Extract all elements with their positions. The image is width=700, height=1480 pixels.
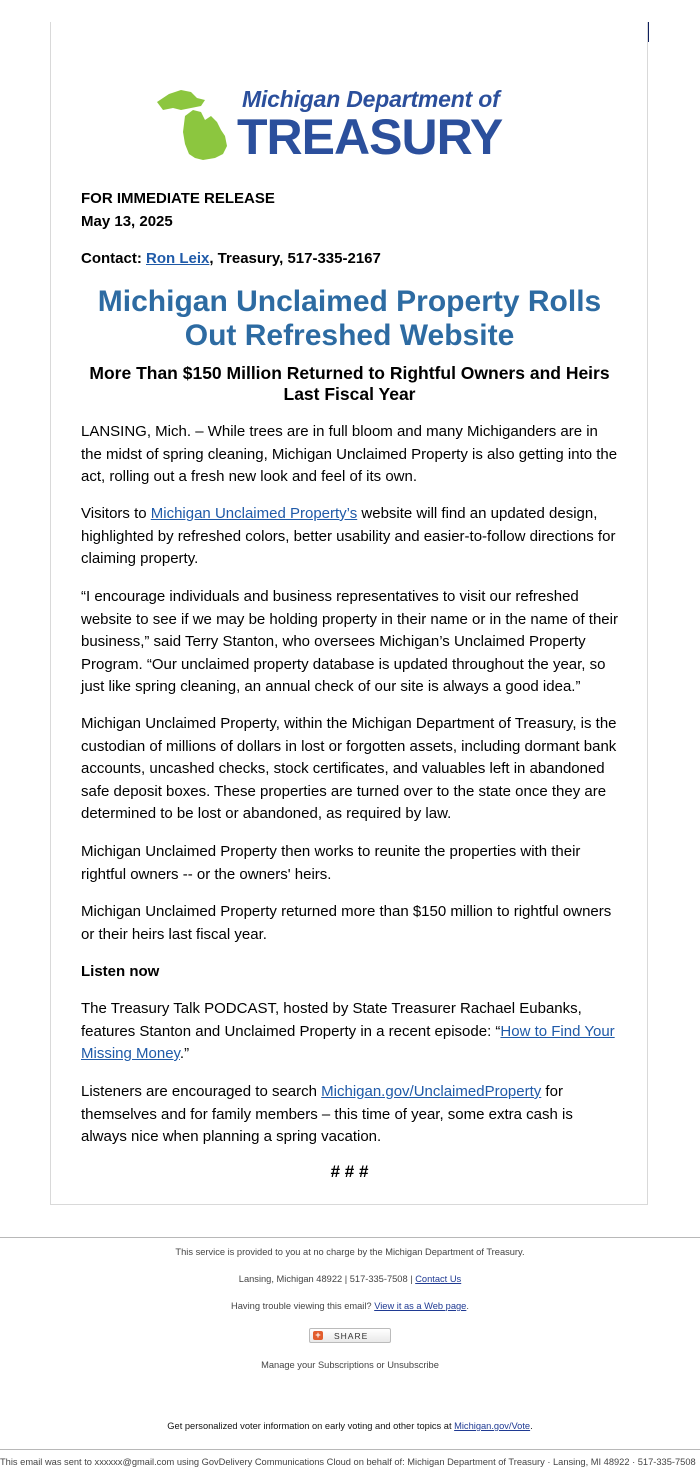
listen-now-heading: Listen now — [81, 963, 160, 980]
paragraph-7-text-a: The Treasury Talk PODCAST, hosted by State Treasurer Rachael Eubanks, features Stanton and Unclaimed Property in a recent episode: “ — [81, 1000, 582, 1040]
footer-address-text: Lansing, Michigan 48922 | 517-335-7508 | — [238, 1274, 416, 1284]
footer-voter — [0, 1421, 700, 1431]
footer-divider — [0, 1237, 700, 1238]
article-subtitle: More Than $150 Million Returned to Rightful Owners and Heirs Last Fiscal Year — [89, 363, 610, 404]
share-label: SHARE — [334, 1331, 369, 1341]
sent-notice: This email was sent to xxxxxx@gmail.com using GovDelivery Communications Cloud on behalf of: Michigan Department of Treasury · Lansing, MI 48922 · 517-335-7508 — [0, 1457, 696, 1467]
paragraph-4: Michigan Unclaimed Property, within the Michigan Department of Treasury, is the custodian of millions of dollars in lost or forgotten assets, including dormant bank accounts, uncashed checks, stock certificates, and valuables left in abandoned safe deposit boxes. These properties are turned over to the state once they are determined to be lost or abandoned, as required by law. — [81, 715, 617, 822]
end-mark: # # # — [330, 1162, 369, 1181]
paragraph-2-text-a: Visitors to — [81, 505, 151, 522]
article-title: Michigan Unclaimed Property Rolls Out Refreshed Website — [97, 285, 602, 352]
release-date: May 13, 2025 — [81, 213, 173, 230]
share-plus-icon: + — [313, 1331, 323, 1340]
paragraph-5: Michigan Unclaimed Property then works to reunite the properties with their rightful owners -- or the owners' heirs. — [81, 843, 581, 883]
paragraph-6: Michigan Unclaimed Property returned more than $150 million to rightful owners or their heirs last fiscal year. — [81, 903, 612, 943]
paragraph-1: LANSING, Mich. – While trees are in full bloom and many Michiganders are in the midst of spring cleaning, Michigan Unclaimed Property is also getting into the act, rolling out a fresh new look and feel of its own. — [81, 423, 618, 485]
paragraph-7-text-b: .” — [179, 1045, 190, 1062]
footer-trouble — [0, 1301, 700, 1311]
paragraph-2-text-b: website will find an updated design, highlighted by refreshed colors, better usability and easier-to-follow directions for claiming property. — [81, 505, 616, 567]
treasury-logo[interactable] — [155, 84, 535, 166]
unclaimed-property-link[interactable]: Michigan Unclaimed Property’s — [150, 505, 358, 522]
paragraph-8-text-b: for themselves and for family members – this time of year, some extra cash is always nice when planning a spring vacation. — [81, 1083, 573, 1145]
manage-subscriptions-link[interactable]: Manage your Subscriptions or Unsubscribe — [261, 1360, 439, 1370]
contact-line — [81, 250, 621, 267]
release-label: FOR IMMEDIATE RELEASE — [81, 190, 275, 207]
footer-trouble-text: Having trouble viewing this email? — [231, 1301, 375, 1311]
footer-service-text: This service is provided to you at no charge by the Michigan Department of Treasury. — [175, 1247, 525, 1257]
contact-name-link[interactable]: Ron Leix — [146, 250, 210, 267]
view-web-page-link[interactable]: View it as a Web page — [374, 1301, 467, 1311]
footer-trouble-end: . — [466, 1301, 469, 1311]
paragraph-8-text-a: Listeners are encouraged to search — [81, 1083, 322, 1100]
footer-voter-text: Get personalized voter information on early voting and other topics at — [167, 1421, 455, 1431]
vote-link[interactable]: Michigan.gov/Vote — [454, 1421, 531, 1431]
unclaimed-property-url-link[interactable]: Michigan.gov/UnclaimedProperty — [321, 1083, 542, 1100]
michigan-map-icon — [155, 88, 237, 162]
podcast-episode-link[interactable]: How to Find Your Missing Money — [81, 1022, 615, 1062]
contact-details: , Treasury, 517-335-2167 — [209, 250, 381, 267]
footer-address — [0, 1274, 700, 1284]
paragraph-3: “I encourage individuals and business representatives to visit our refreshed website to see if we may be holding property in their name or in the name of their business,” said Terry Stanton, who oversees Michigan’s Unclaimed Property Program. “Our unclaimed property database is updated throughout the year, so just like spring cleaning, an annual check of our site is always a good idea.” — [81, 588, 618, 695]
logo-line2: TREASURY — [237, 109, 503, 165]
paragraph-7 — [81, 998, 621, 1066]
logo-line1: Michigan Department of — [242, 86, 500, 112]
contact-us-link[interactable]: Contact Us — [415, 1274, 462, 1284]
footer-voter-end: . — [530, 1421, 533, 1431]
contact-prefix: Contact: — [81, 250, 142, 267]
footer-divider-2 — [0, 1449, 700, 1450]
paragraph-8 — [81, 1081, 621, 1149]
share-button[interactable] — [309, 1328, 391, 1343]
paragraph-2 — [81, 503, 621, 571]
